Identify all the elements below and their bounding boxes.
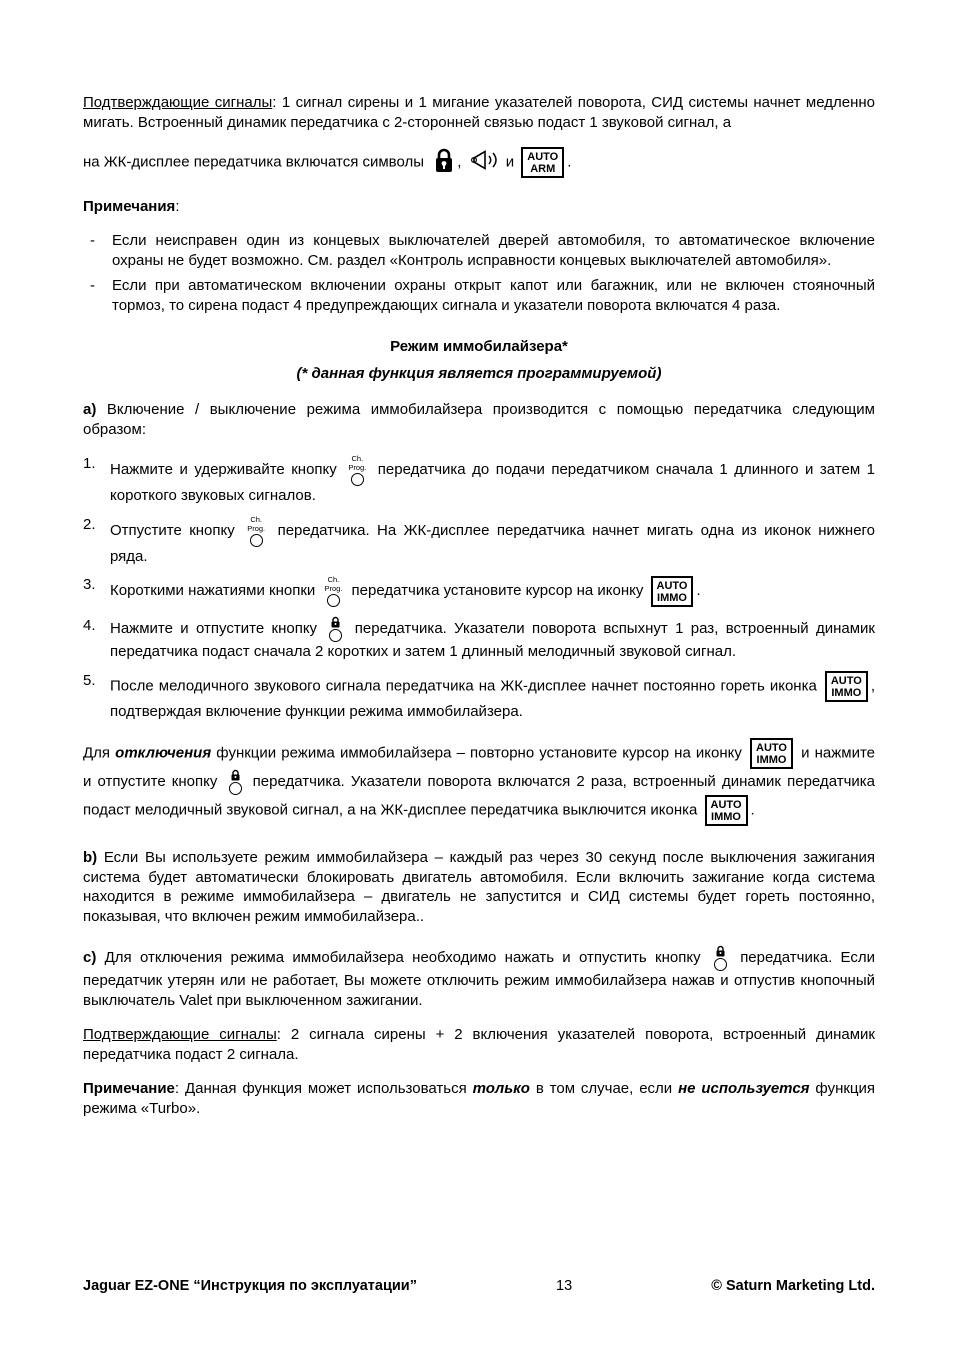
button-circle (229, 782, 242, 795)
paragraph-a-text: Включение / выключение режима иммобилайзера производится с помощью передатчика следующим образом: (83, 401, 875, 438)
step1-post: передатчика до подачи передатчиком сначала 1 длинного и затем 1 короткого звуковых сигналов. (110, 460, 876, 504)
ch-label: Ch. (351, 454, 364, 463)
step2-pre: Отпустите кнопку (110, 521, 235, 539)
auto-immo-badge (825, 671, 868, 702)
paragraph-c-pre: Для отключения режима иммобилайзера необходимо нажать и отпустить кнопку (104, 948, 701, 966)
disable-paragraph (83, 738, 875, 826)
auto-arm-line1: AUTO (527, 151, 559, 164)
paragraph-b-label: b) (83, 849, 98, 866)
final-note-paragraph (83, 1079, 875, 1118)
confirm-signals-text: : 1 сигнал сирены и 1 мигание указателей поворота, СИД системы начнет медленно мигать. Встроенный динамик передатчика с 2-сторонней связью подаст 1 звуковой сигнал, а (83, 94, 875, 131)
auto-arm-line2: ARM (530, 163, 556, 176)
confirm-signals-paragraph (83, 93, 875, 132)
lcd-symbols-prefix: на ЖК-дисплее передатчика включатся символы (83, 153, 425, 171)
step-number: 3. (83, 576, 96, 593)
disable-keyword: отключения (115, 744, 212, 762)
page-footer (83, 1277, 875, 1296)
ch-label: Ch. (327, 575, 340, 584)
note-item (83, 276, 875, 315)
button-circle (329, 629, 342, 642)
note-text1: : Данная функция может использоваться (174, 1080, 467, 1097)
step5-post: , подтверждая включение функции режима иммобилайзера. (110, 676, 875, 720)
bullet-dash: - (90, 277, 95, 294)
paragraph-c (83, 945, 875, 1010)
step3-period: . (696, 581, 701, 599)
prog-label: Prog. (348, 463, 367, 472)
lock-icon (433, 147, 455, 179)
step1-pre: Нажмите и удерживайте кнопку (110, 460, 337, 478)
section-subheading: (* данная функция является программируемой) (296, 364, 662, 382)
step-number: 4. (83, 617, 96, 634)
prog-label: Prog. (247, 523, 266, 533)
step-2 (83, 515, 875, 567)
step-text (110, 671, 875, 722)
symbols-comma: , (457, 153, 462, 171)
step-number: 1. (83, 455, 96, 472)
step5-pre: После мелодичного звукового сигнала передатчика на ЖК-дисплее начнет постоянно гореть иконка (110, 676, 817, 694)
note-text3: функция режима «Turbo». (83, 1080, 876, 1117)
step-text (110, 454, 875, 506)
confirm-signals2-paragraph (83, 1025, 875, 1064)
disable-mid1: функции режима иммобилайзера – повторно установите курсор на иконку (216, 744, 742, 762)
note-emphasis2: не используется (678, 1080, 810, 1097)
lock-button-icon (229, 769, 242, 795)
notes-colon: : (175, 197, 180, 215)
note-text2: в том случае, если (535, 1080, 673, 1097)
note-item-text: Если при автоматическом включении охраны открыт капот или багажник, или не включен стояночный тормоз, то сирена подаст 4 предупреждающих сигнала и указатели поворота включатся 4 раза. (112, 277, 875, 314)
disable-pre: Для (83, 744, 111, 762)
prog-label: Prog. (324, 584, 343, 593)
auto-immo-badge (705, 795, 748, 826)
footer-left: Jaguar EZ-ONE “Инструкция по эксплуатации” (83, 1278, 417, 1294)
footer-page-number: 13 (556, 1278, 573, 1294)
steps-list (83, 454, 875, 721)
paragraph-c-post: передатчика. Если передатчик утерян или не работает, Вы можете отключить режим иммобилайзера нажав и отпустив кнопочный выключатель Valet при выключенном зажигании. (83, 948, 875, 1009)
paragraph-c-label: c) (83, 948, 97, 966)
lock-button-icon (714, 945, 727, 971)
ch-label: Ch. (250, 514, 262, 524)
note-label: Примечание (83, 1080, 175, 1097)
step4-pre: Нажмите и отпустите кнопку (110, 619, 318, 637)
horn-icon (470, 148, 500, 178)
auto-immo-line2: IMMO (756, 754, 787, 766)
auto-immo-badge (750, 738, 793, 769)
disable-mid3: передатчика. Указатели поворота включатся 2 раза, встроенный динамик передатчика подаст мелодичный звуковой сигнал, а на ЖК-дисплее передатчика выключится иконка (83, 772, 876, 819)
step-4 (83, 616, 875, 662)
step-number: 2. (83, 515, 96, 533)
auto-immo-line1: AUTO (710, 799, 742, 811)
paragraph-a-label: a) (83, 401, 97, 418)
section-heading: Режим иммобилайзера* (390, 338, 568, 355)
auto-immo-line1: AUTO (656, 579, 688, 592)
note-item (83, 231, 875, 270)
step4-post: передатчика. Указатели поворота вспыхнут 1 раз, встроенный динамик передатчика подаст сначала 2 коротких и затем 1 длинный мелодичный звуковой сигнал. (110, 619, 875, 660)
lock-button-icon (329, 616, 342, 642)
paragraph-b (83, 848, 875, 926)
note-item-text: Если неисправен один из концевых выключателей дверей автомобиля, то автоматическое включение охраны не будет возможно. См. раздел «Контроль исправности концевых выключателей автомобиля». (112, 232, 875, 269)
button-circle (351, 473, 364, 486)
notes-list (83, 231, 875, 315)
step-5 (83, 671, 875, 722)
step2-post: передатчика. На ЖК-дисплее передатчика начнет мигать одна из иконок нижнего ряда. (110, 521, 876, 565)
lcd-symbols-line (83, 147, 875, 179)
paragraph-a (83, 400, 875, 439)
auto-immo-line2: IMMO (831, 686, 862, 699)
note-emphasis1: только (472, 1080, 530, 1097)
symbols-period: . (567, 153, 572, 171)
bullet-dash: - (90, 232, 95, 249)
step-text (110, 616, 875, 662)
footer-right: © Saturn Marketing Ltd. (711, 1278, 875, 1294)
auto-immo-badge (651, 576, 694, 607)
step-text (110, 515, 875, 567)
button-circle (714, 958, 727, 971)
notes-heading (83, 197, 875, 217)
notes-title: Примечания (83, 197, 176, 215)
symbols-and: и (505, 153, 515, 171)
step-3 (83, 575, 875, 607)
confirm-signals2-text: : 2 сигнала сирены + 2 включения указателей поворота, встроенный динамик передатчика подаст 2 сигнала. (83, 1026, 875, 1063)
step-text (110, 575, 875, 607)
disable-mid2: нажмите и отпустите кнопку (83, 744, 876, 790)
step3-pre: Короткими нажатиями кнопки (110, 581, 316, 599)
auto-immo-line2: IMMO (657, 591, 687, 604)
button-circle (250, 534, 263, 547)
confirm-signals-lead: Подтверждающие сигналы (83, 94, 273, 111)
confirm-signals2-lead: Подтверждающие сигналы (83, 1026, 277, 1043)
step-1 (83, 454, 875, 506)
auto-immo-line1: AUTO (830, 674, 862, 687)
disable-period: . (750, 801, 755, 819)
paragraph-b-text: Если Вы используете режим иммобилайзера – каждый раз через 30 секунд после выключения зажигания система будет автоматически блокировать двигатель автомобиля. Если включить зажигание когда система находится в режиме иммобилайзера – двигатель не запустится и СИД системы будет гореть постоянно, показывая, что включен режим иммобилайзера.. (83, 849, 875, 925)
ch-prog-button-icon (348, 454, 366, 486)
disable-and: и (801, 744, 810, 762)
step-number: 5. (83, 671, 96, 689)
auto-immo-line1: AUTO (756, 742, 787, 754)
auto-immo-line2: IMMO (711, 811, 741, 823)
step3-mid: передатчика установите курсор на иконку (351, 581, 644, 599)
button-circle (327, 594, 340, 607)
ch-prog-button-icon (247, 515, 265, 547)
ch-prog-button-icon (324, 575, 342, 607)
auto-arm-badge (521, 147, 564, 178)
